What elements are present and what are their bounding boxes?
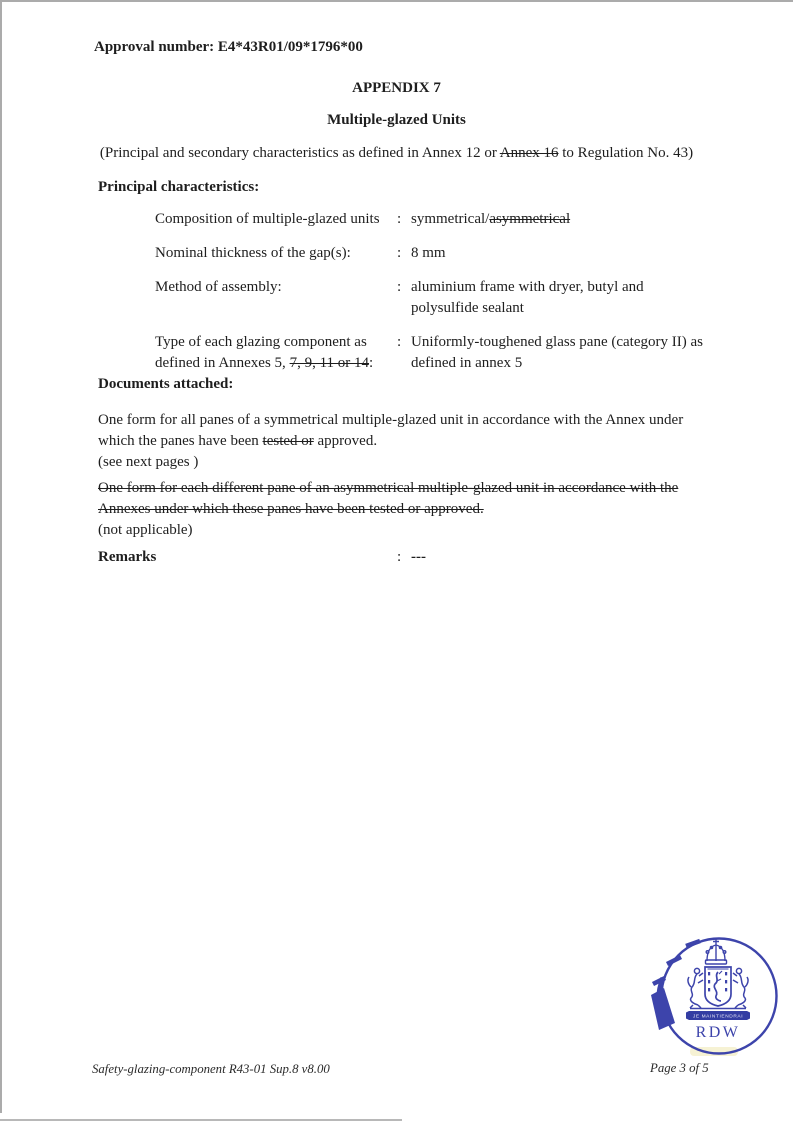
- remarks-label: Remarks: [98, 549, 157, 565]
- table-row: [155, 209, 715, 230]
- remarks-row: [98, 547, 426, 568]
- table-row: [155, 332, 715, 374]
- documents-paragraph-1: [98, 410, 698, 473]
- characteristics-table: [155, 209, 715, 387]
- appendix-heading: APPENDIX 7: [352, 80, 441, 96]
- scan-edge-left: [0, 0, 2, 1113]
- table-row: [155, 277, 715, 319]
- stamp-motto-text: JE MAINTIENDRAI: [692, 1014, 744, 1020]
- subtitle: [0, 143, 793, 164]
- footer-page-number: Page 3 of 5: [650, 1061, 709, 1075]
- paragraph-struck-text: tested or: [262, 433, 314, 449]
- row-value-struck-text: asymmetrical: [489, 211, 571, 227]
- remarks-value: ---: [411, 549, 426, 565]
- footer-document-reference: Safety-glazing-component R43-01 Sup.8 v8.00: [92, 1062, 330, 1076]
- subtitle-struck-text: Annex 16: [499, 145, 559, 161]
- paragraph-text-tail: approved.: [313, 433, 378, 449]
- lion-right-icon: [733, 968, 748, 1008]
- paragraph-note: (see next pages ): [98, 454, 199, 470]
- row-value: [411, 209, 713, 230]
- motto-banner: [686, 1011, 750, 1020]
- row-label-struck-text: 7, 9, 11 or 14: [289, 355, 370, 371]
- subtitle-text: (Principal and secondary characteristics as defined in Annex 12 or: [99, 145, 500, 161]
- crown-icon: [706, 939, 727, 964]
- row-label: Nominal thickness of the gap(s):: [155, 245, 351, 261]
- rdw-stamp: [650, 931, 784, 1061]
- approval-number: Approval number: E4*43R01/09*1796*00: [94, 39, 363, 55]
- row-colon: :: [397, 279, 402, 295]
- paragraph-text: One form for all panes of a symmetrical multiple-glazed unit in accordance with the Annex under which the panes have been: [98, 412, 684, 449]
- paragraph-note: (not applicable): [98, 522, 193, 538]
- ink-dashes-icon: [653, 941, 700, 984]
- row-value: aluminium frame with dryer, butyl and polysulfide sealant: [411, 279, 644, 316]
- table-row: [155, 243, 715, 264]
- ink-wedge-icon: [651, 988, 675, 1030]
- documents-paragraph-2: [98, 478, 698, 541]
- row-label: [155, 332, 397, 374]
- row-label-text: Type of each glazing component as defined in Annexes 5,: [155, 334, 367, 371]
- lion-left-icon: [688, 968, 703, 1008]
- stamp-org-text: RDW: [695, 1024, 741, 1041]
- row-value: Uniformly-toughened glass pane (category II) as defined in annex 5: [411, 334, 703, 371]
- subtitle-text-tail: to Regulation No. 43): [558, 145, 694, 161]
- row-colon: :: [397, 211, 402, 227]
- scan-edge-top: [0, 0, 793, 2]
- row-value-text: symmetrical/: [411, 211, 490, 227]
- scan-edge-bottom: [0, 1119, 402, 1121]
- shield-icon: [705, 967, 731, 1006]
- documents-attached-heading: Documents attached:: [98, 376, 234, 392]
- row-value: 8 mm: [411, 245, 446, 261]
- row-label: Method of assembly:: [155, 279, 282, 295]
- page-title: Multiple-glazed Units: [327, 112, 466, 128]
- row-colon: :: [397, 245, 402, 261]
- row-label: Composition of multiple-glazed units: [155, 211, 380, 227]
- principal-characteristics-heading: Principal characteristics:: [98, 179, 260, 195]
- paragraph-struck-text: One form for each different pane of an asymmetrical multiple-glazed unit in accordance with the Annexes under which these panes have been tested or approved.: [98, 480, 679, 517]
- remarks-colon: :: [397, 549, 402, 565]
- row-colon: :: [397, 334, 402, 350]
- row-label-text-tail: :: [369, 355, 374, 371]
